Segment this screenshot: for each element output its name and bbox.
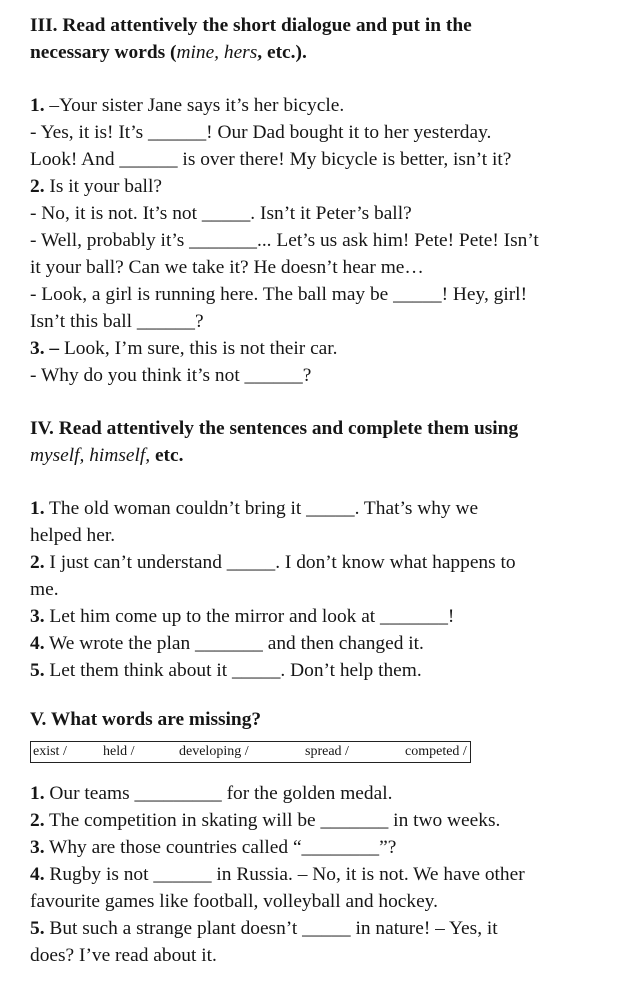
- text-line: [30, 657, 630, 684]
- section-iv-title: IV. Read attentively the sentences and complete them using: [30, 418, 519, 439]
- item-number: 2.: [30, 176, 45, 197]
- section-v: [30, 706, 630, 969]
- word-bank-item: spread /: [305, 744, 349, 759]
- line-text: - Why do you think it’s not ______?: [30, 365, 312, 386]
- item-number: 3. –: [30, 338, 60, 359]
- item-number: 4.: [30, 633, 45, 654]
- section-iii: [30, 12, 630, 389]
- section-iii-title: III. Read attentively the short dialogue and put in the: [30, 15, 472, 36]
- text-line: [30, 780, 630, 807]
- text-line: [30, 834, 630, 861]
- item-number: 1.: [30, 498, 45, 519]
- line-text: –Your sister Jane says it’s her bicycle.: [44, 95, 345, 116]
- line-text: helped her.: [30, 525, 116, 546]
- line-text: does? I’ve read about it.: [30, 945, 217, 966]
- line-text: But such a strange plant doesn’t _____ in nature! – Yes, it: [44, 918, 498, 939]
- line-text: favourite games like football, volleyball and hockey.: [30, 891, 438, 912]
- section-iv-title-line2: [30, 442, 630, 469]
- section-iii-title-examples: mine, hers: [176, 42, 258, 63]
- item-number: 1.: [30, 783, 45, 804]
- word-bank-box: [30, 741, 471, 763]
- section-v-title: V. What words are missing?: [30, 709, 262, 730]
- text-line: [30, 807, 630, 834]
- line-text: I just can’t understand _____. I don’t know what happens to: [44, 552, 516, 573]
- line-text: Rugby is not ______ in Russia. – No, it is not. We have other: [44, 864, 525, 885]
- text-line: [30, 308, 630, 335]
- item-number: 3.: [30, 837, 45, 858]
- line-text: Is it your ball?: [44, 176, 162, 197]
- item-number: 5.: [30, 660, 45, 681]
- section-iii-title-part-b: , etc.).: [257, 42, 307, 63]
- text-line: [30, 200, 630, 227]
- text-line: [30, 281, 630, 308]
- word-bank-item: developing /: [179, 744, 249, 759]
- item-number: 4.: [30, 864, 45, 885]
- word-bank-item: exist /: [33, 744, 67, 759]
- section-v-lines: [30, 780, 630, 969]
- line-text: Let him come up to the mirror and look at _______!: [44, 606, 455, 627]
- word-bank-item: competed /: [405, 744, 467, 759]
- section-iii-title-part-a: necessary words (: [30, 42, 177, 63]
- text-line: [30, 630, 630, 657]
- section-iv-lines: [30, 495, 630, 684]
- text-line: [30, 576, 630, 603]
- line-text: Our teams _________ for the golden medal.: [44, 783, 393, 804]
- word-bank-item: held /: [103, 744, 135, 759]
- text-line: [30, 861, 630, 888]
- line-text: The old woman couldn’t bring it _____. That’s why we: [44, 498, 479, 519]
- item-number: 1.: [30, 95, 45, 116]
- line-text: me.: [30, 579, 59, 600]
- text-line: [30, 254, 630, 281]
- item-number: 3.: [30, 606, 45, 627]
- text-line: [30, 227, 630, 254]
- line-text: Look, I’m sure, this is not their car.: [59, 338, 338, 359]
- text-line: [30, 549, 630, 576]
- line-text: - Yes, it is! It’s ______! Our Dad bought it to her yesterday.: [30, 122, 492, 143]
- text-line: [30, 495, 630, 522]
- text-line: [30, 92, 630, 119]
- text-line: [30, 362, 630, 389]
- line-text: Look! And ______ is over there! My bicycle is better, isn’t it?: [30, 149, 512, 170]
- text-line: [30, 173, 630, 200]
- line-text: it your ball? Can we take it? He doesn’t hear me…: [30, 257, 424, 278]
- text-line: [30, 146, 630, 173]
- section-iv-title-examples: myself, himself,: [30, 445, 151, 466]
- line-text: Isn’t this ball ______?: [30, 311, 204, 332]
- line-text: Let them think about it _____. Don’t help them.: [44, 660, 422, 681]
- line-text: - Look, a girl is running here. The ball may be _____! Hey, girl!: [30, 284, 528, 305]
- text-line: [30, 888, 630, 915]
- section-iv: [30, 415, 630, 684]
- line-text: The competition in skating will be _______ in two weeks.: [44, 810, 501, 831]
- item-number: 2.: [30, 810, 45, 831]
- section-iii-lines: [30, 92, 630, 389]
- section-iii-title-line2: [30, 39, 630, 66]
- text-line: [30, 522, 630, 549]
- line-text: We wrote the plan _______ and then changed it.: [44, 633, 424, 654]
- item-number: 5.: [30, 918, 45, 939]
- line-text: - Well, probably it’s _______... Let’s us ask him! Pete! Pete! Isn’t: [30, 230, 539, 251]
- text-line: [30, 915, 630, 942]
- text-line: [30, 603, 630, 630]
- text-line: [30, 335, 630, 362]
- section-iv-title-part-b: etc.: [150, 445, 184, 466]
- text-line: [30, 119, 630, 146]
- line-text: Why are those countries called “________”?: [44, 837, 397, 858]
- line-text: - No, it is not. It’s not _____. Isn’t it Peter’s ball?: [30, 203, 412, 224]
- worksheet-page: [30, 12, 630, 969]
- text-line: [30, 942, 630, 969]
- item-number: 2.: [30, 552, 45, 573]
